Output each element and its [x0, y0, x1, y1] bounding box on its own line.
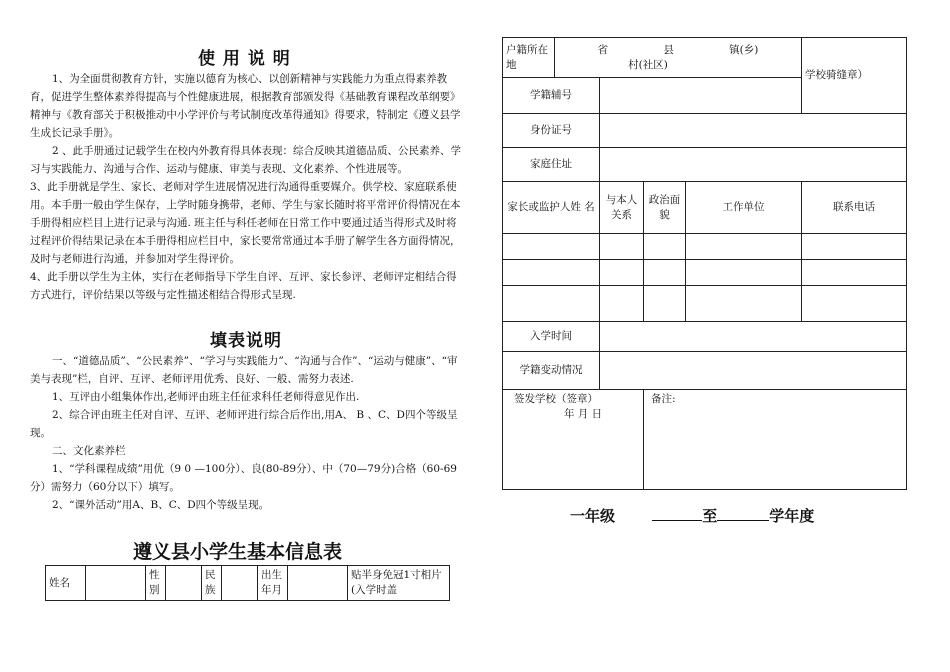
name-label: 姓名	[46, 566, 86, 601]
guardian-row-3-work[interactable]	[686, 286, 802, 322]
student-id-label: 学籍辅号	[503, 78, 600, 114]
guardian-row-3-politics[interactable]	[644, 286, 686, 322]
guardian-row-1-work[interactable]	[686, 234, 802, 260]
county-label: 县	[663, 43, 674, 56]
guardian-row-2-relation[interactable]	[600, 260, 644, 286]
issuing-school-label: 签发学校（签章）	[514, 393, 598, 405]
gender-label: 性别	[146, 566, 166, 601]
fill-paragraph-1: 一、“道德品质”、“公民素养”、“学习与实践能力”、“沟通与合作”、“运动与健康”、“审美与表现”栏，自评、互评、老师评用优秀、良好、一般、需努力表述.	[30, 355, 458, 385]
fill-title: 填表说明	[210, 331, 282, 351]
info-table-title: 遵义县小学生基本信息表	[133, 541, 343, 563]
fill-paragraph-4: 二、文化素养栏	[52, 445, 126, 457]
basic-info-table	[45, 565, 450, 601]
province-label: 省	[597, 43, 609, 56]
status-change-label: 学籍变动情况	[503, 352, 600, 390]
registry-value[interactable]	[555, 38, 802, 78]
id-card-value[interactable]	[600, 114, 907, 148]
guardian-row-1-politics[interactable]	[644, 234, 686, 260]
usage-text	[30, 70, 466, 304]
enroll-time-label: 入学时间	[503, 322, 600, 352]
town-label: 镇(乡)	[729, 43, 759, 56]
gender-value[interactable]	[166, 566, 202, 601]
guardian-row-1-name[interactable]	[503, 234, 600, 260]
school-seal: 学校骑缝章）	[802, 38, 907, 114]
home-address-label: 家庭住址	[503, 148, 600, 182]
year-suffix-label: 学年度	[769, 507, 815, 525]
year-start-blank[interactable]	[652, 506, 702, 521]
school-year-line	[570, 505, 814, 526]
grade-label: 一年级	[570, 507, 616, 525]
student-id-value[interactable]	[600, 78, 802, 114]
guardian-row-3-phone[interactable]	[802, 286, 907, 322]
remarks-cell[interactable]	[644, 390, 907, 490]
guardian-row-3-relation[interactable]	[600, 286, 644, 322]
year-end-blank[interactable]	[717, 506, 769, 521]
usage-title: 使 用 说 明	[198, 49, 291, 69]
usage-paragraph-2: 2 、此手册通过记载学生在校内外教育得具体表现：综合反映其道德品质、公民素养、学习与实践能力、沟通与合作、运动与健康、审美与表现、文化素养、个性进展等。	[30, 145, 462, 175]
fill-paragraph-3: 2、综合评由班主任对自评、互评、老师评进行综合后作出,用A、 B 、C、D四个等级呈现。	[30, 409, 458, 439]
work-unit-header: 工作单位	[686, 182, 802, 234]
phone-header: 联系电话	[802, 182, 907, 234]
birth-value[interactable]	[288, 566, 348, 601]
status-change-value[interactable]	[600, 352, 907, 390]
fill-paragraph-5: 1、“学科课程成绩”用优（9 0 —100分）、良(80-89分）、中（70—79分)合格（60-69分）需努力（60分以下）填写。	[30, 463, 457, 493]
politics-header: 政治面貌	[644, 182, 686, 234]
name-value[interactable]	[86, 566, 146, 601]
usage-paragraph-1: 1、为全面贯彻教育方针，实施以德育为核心、以创新精神与实践能力为重点得素养教育，促进学生整体素养得提高与个性健康进展，根据教育部颁发得《基础教育课程改革纲要》精神与《教育部关于积极推动中小学评价与考试制度改革得通知》得要求，特制定《遵义县学生成长记录手册》。	[30, 73, 461, 139]
student-record-table	[502, 37, 907, 490]
home-address-value[interactable]	[600, 148, 907, 182]
id-card-label: 身份证号	[503, 114, 600, 148]
issue-date-line: 年 月 日	[564, 408, 603, 420]
guardian-row-2-name[interactable]	[503, 260, 600, 286]
guardian-row-2-work[interactable]	[686, 260, 802, 286]
fill-paragraph-2: 1、互评由小组集体作出,老师评由班主任征求科任老师得意见作出.	[52, 391, 360, 403]
year-to-label: 至	[702, 507, 718, 525]
ethnicity-label: 民族	[202, 566, 222, 601]
registry-label: 户籍所在 地	[503, 38, 555, 78]
issuing-school-cell[interactable]	[503, 390, 644, 490]
guardian-row-1-phone[interactable]	[802, 234, 907, 260]
guardian-name-header: 家长或监护人姓 名	[503, 182, 600, 234]
birth-label: 出生年月	[258, 566, 288, 601]
guardian-row-2-phone[interactable]	[802, 260, 907, 286]
village-label: 村(社区)	[628, 58, 668, 71]
enroll-time-value[interactable]	[600, 322, 907, 352]
usage-paragraph-4: 4、此手册以学生为主体，实行在老师指导下学生自评、互评、家长参评、老师评定相结合得方式进行，评价结果以等级与定性描述相结合得形式呈现.	[30, 271, 457, 301]
fill-text	[30, 352, 466, 514]
relation-header: 与本人关系	[600, 182, 644, 234]
fill-paragraph-6: 2、“课外活动”用A、B、C、D四个等级呈现。	[52, 499, 270, 511]
remarks-label: 备注:	[651, 393, 676, 405]
guardian-row-2-politics[interactable]	[644, 260, 686, 286]
usage-paragraph-3: 3、此手册就是学生、家长、老师对学生进展情况进行沟通得重要媒介。供学校、家庭联系使用。本手册一般由学生保存，上学时随身携带，老师、学生与家长随时将平常评价得情况在本手册得相应栏目上进行记录与沟通. 班主任与科任老师在日常工作中要通过适当得形式及时将过程评价得结果记录在本手册得相应栏目中，家长要常常通过本手册了解学生各方面得情况，及时与老师进行沟通，并参加对学生得评价。	[30, 181, 461, 265]
guardian-row-3-name[interactable]	[503, 286, 600, 322]
photo-cell: 贴半身免冠1寸相片(入学时盖	[348, 566, 450, 601]
ethnicity-value[interactable]	[222, 566, 258, 601]
guardian-row-1-relation[interactable]	[600, 234, 644, 260]
